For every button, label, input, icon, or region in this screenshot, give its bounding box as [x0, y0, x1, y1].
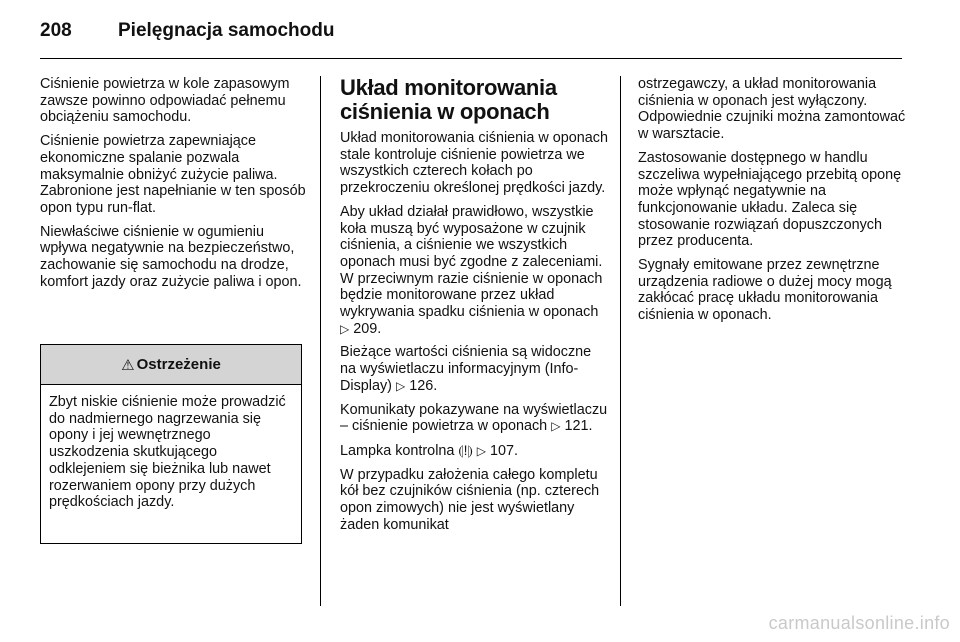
page-reference[interactable]: ▷ 107.: [476, 442, 519, 459]
page-reference-triangle-icon: ▷: [395, 378, 406, 393]
page-title: Pielęgnacja samochodu: [118, 20, 335, 41]
warning-body: Zbyt niskie ciśnienie może prowadzić do nadmiernego nagrzewania się opony i jej wewnętrznego uszkodzenia skutkującego odklejeniem się bieżnika lub nawet rozerwaniem opony przy dużych prędkościach jazdy.: [49, 394, 286, 511]
paragraph-tpms-messages: Komunikaty pokazywane na wyświetlaczu – ciśnienie powietrza w oponach ▷ 121.: [340, 401, 608, 435]
page-reference-triangle-icon: ▷: [340, 321, 350, 336]
column-3: [638, 76, 906, 331]
column-1: [40, 76, 308, 297]
paragraph-tpms-no-sensors: W przypadku założenia całego kompletu kół bez czujników ciśnienia (np. czterech opon zimowych) nie jest wyświetlany żaden komunikat: [340, 466, 600, 533]
paragraph-spare-wheel: Ciśnienie powietrza w kole zapasowym zawsze powinno odpowiadać pełnemu obciążeniu samochodu.: [40, 76, 290, 126]
paragraph-radio-interference: Sygnały emitowane przez zewnętrzne urządzenia radiowe o dużej mocy mogą zakłócać pracę układu monitorowania ciśnienia w oponach.: [638, 257, 892, 324]
warning-header: [41, 345, 301, 385]
page-reference[interactable]: ▷ 121.: [551, 418, 593, 435]
page-reference-triangle-icon: ▷: [476, 443, 487, 458]
paragraph-tpms-display: Bieżące wartości ciśnienia są widoczne na wyświetlaczu informacyjnym (Info-Display) ▷ 126.: [340, 344, 592, 394]
page-reference[interactable]: ▷ 209.: [340, 320, 382, 337]
column-divider-1: [320, 76, 321, 606]
page-number: 208: [40, 20, 72, 41]
paragraph-tpms-intro: Układ monitorowania ciśnienia w oponach stale kontroluje ciśnienie powietrza we wszystkich czterech kołach po przekroczeniu określonej prędkości jazdy.: [340, 130, 608, 197]
watermark: carmanualsonline.info: [768, 613, 950, 633]
tire-pressure-warning-icon: ⦇!⦈: [458, 441, 473, 458]
paragraph-tpms-sensors: Aby układ działał prawidłowo, wszystkie koła muszą być wyposażone w czujnik ciśnienia, a ciśnienie we wszystkich oponach musi być zgodne z zaleceniami. W przeciwnym razie ciśnienie w oponach będzie monitorowane przez układ wykrywania spadku ciśnienia w oponach ▷ 209.: [340, 203, 603, 337]
paragraph-wrong-pressure: Niewłaściwe ciśnienie w ogumieniu wpływa negatywnie na bezpieczeństwo, zachowanie się samochodu na drodze, komfort jazdy oraz zużycie paliwa i opon.: [40, 223, 302, 290]
page-reference[interactable]: ▷ 126.: [395, 377, 438, 394]
paragraph-eco-pressure: Ciśnienie powietrza zapewniające ekonomiczne spalanie pozwala maksymalnie obniżyć zużycie paliwa. Zabronione jest napełnianie w ten sposób opon typu run-flat.: [40, 133, 306, 216]
header-divider: [40, 58, 902, 59]
column-2: [340, 76, 608, 540]
page-reference-triangle-icon: ▷: [551, 419, 561, 434]
warning-title: Ostrzeżenie: [136, 356, 221, 373]
paragraph-tpms-disabled: ostrzegawczy, a układ monitorowania ciśnienia w oponach jest wyłączony. Odpowiednie czujniki można zamontować w warsztacie.: [638, 76, 906, 143]
column-divider-2: [620, 76, 621, 606]
paragraph-tpms-lamp: Lampka kontrolna ⦇!⦈ ▷ 107.: [340, 441, 519, 459]
section-heading: Układ monitorowania ciśnienia w oponach: [340, 75, 557, 124]
warning-box: [40, 344, 302, 544]
warning-triangle-icon: ⚠: [121, 356, 135, 374]
paragraph-sealant: Zastosowanie dostępnego w handlu szczeliwa wypełniającego przebitą oponę może wpłynąć negatywnie na funkcjonowanie układu. Zaleca się stosowanie rozwiązań dopuszczonych przez producenta.: [638, 149, 902, 250]
